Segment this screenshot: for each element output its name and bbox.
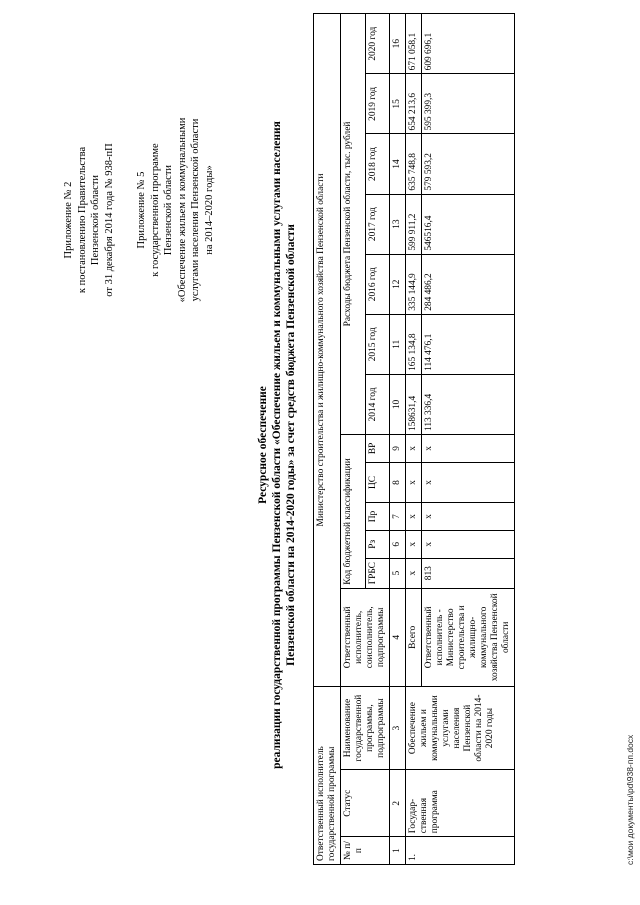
column-number: 7	[390, 503, 406, 531]
top-header-value-cell: Министерство строительства и жилищно-коммунального хозяйства Пензенской области	[314, 14, 341, 687]
row-code-cell: х	[422, 503, 515, 531]
header-executor: Ответственный исполнитель, соисполнитель, подпрограммы	[341, 588, 390, 686]
column-number: 11	[390, 314, 406, 374]
appendix-1-line: от 31 декабря 2014 года № 938-пП	[103, 143, 115, 297]
row-value-cell: 671 058,1	[406, 14, 422, 74]
row-code-cell: х	[422, 530, 515, 558]
appendix-1-line: Пензенской области	[90, 174, 101, 266]
header-code: ЦС	[365, 462, 390, 502]
table-row	[314, 14, 341, 865]
row-value-cell: 546516,4	[422, 194, 515, 254]
appendix-1-line: Приложение № 2	[63, 181, 74, 259]
top-header-cell: Ответственный исполнитель государственной программы	[314, 686, 341, 864]
row-value-cell: 579 593,2	[422, 134, 515, 194]
row-value-cell: 284 486,2	[422, 254, 515, 314]
file-path-footer: c:\мои документы\pd\938-пп.docx	[625, 734, 635, 865]
row-value-cell: 635 748,8	[406, 134, 422, 194]
column-number: 9	[390, 435, 406, 463]
resource-table	[313, 13, 515, 865]
column-number: 4	[390, 588, 406, 686]
row-status-cell: Государ-ственная программа	[406, 770, 515, 837]
row-value-cell: 335 144,9	[406, 254, 422, 314]
appendix-2-block	[135, 60, 216, 360]
row-code-cell: х	[406, 435, 422, 463]
header-code: ГРБС	[365, 558, 390, 588]
column-number: 10	[390, 374, 406, 434]
row-code-cell: 813	[422, 558, 515, 588]
header-year: 2015 год	[365, 314, 390, 374]
row-value-cell: 599 911,2	[406, 194, 422, 254]
appendix-2-line: Приложение № 5	[136, 171, 147, 249]
header-budget-code: Код бюджетной классификации	[341, 435, 366, 589]
row-num-cell: 1.	[406, 837, 515, 865]
column-number: 13	[390, 194, 406, 254]
row-value-cell: 595 399,3	[422, 74, 515, 134]
row-code-cell: х	[406, 503, 422, 531]
document-title	[256, 105, 298, 785]
appendix-2-line: Пензенской области	[163, 164, 174, 256]
header-year: 2016 год	[365, 254, 390, 314]
appendix-2-line: к государственной программе	[149, 143, 161, 277]
appendix-2-line: на 2014–2020 годы»	[203, 165, 215, 255]
header-num: № п/п	[341, 837, 390, 865]
header-year: 2020 год	[365, 14, 390, 74]
header-year: 2014 год	[365, 374, 390, 434]
column-number: 16	[390, 14, 406, 74]
header-expenses: Расходы бюджета Пензенской области, тыс. рублей	[341, 14, 366, 435]
header-name: Наименование государственной программы, подпрограммы	[341, 686, 390, 769]
column-number: 5	[390, 558, 406, 588]
appendix-2-line: услугами населения Пензенской области	[190, 118, 201, 302]
row-code-cell: х	[406, 462, 422, 502]
row-code-cell: х	[422, 462, 515, 502]
header-year: 2017 год	[365, 194, 390, 254]
title-line: Пензенской области на 2014-2020 годы» за счет средств бюджета Пензенской области	[285, 224, 297, 666]
row-value-cell: 654 213,6	[406, 74, 422, 134]
appendix-1-block	[62, 80, 116, 360]
column-number: 15	[390, 74, 406, 134]
column-number: 3	[390, 686, 406, 769]
header-year: 2018 год	[365, 134, 390, 194]
header-status: Статус	[341, 770, 390, 837]
header-year: 2019 год	[365, 74, 390, 134]
row-value-cell: 165 134,8	[406, 314, 422, 374]
column-number: 1	[390, 837, 406, 865]
row-code-cell: х	[422, 435, 515, 463]
row-value-cell: 113 336,4	[422, 374, 515, 434]
column-number-row	[390, 14, 406, 865]
row-value-cell: 114 476,1	[422, 314, 515, 374]
table-row	[406, 14, 422, 865]
column-number: 6	[390, 530, 406, 558]
row-executor-ministry: Ответственный исполнитель - Министерство строительства и жилищно-коммунального хозяйства Пензенской области	[422, 588, 515, 686]
row-value-cell: 609 696,1	[422, 14, 515, 74]
row-value-cell: 158631,4	[406, 374, 422, 434]
header-code: Рз	[365, 530, 390, 558]
column-number: 8	[390, 462, 406, 502]
table-row	[341, 14, 366, 865]
column-number: 14	[390, 134, 406, 194]
header-code: ВР	[365, 435, 390, 463]
column-number: 12	[390, 254, 406, 314]
row-executor-total: Всего	[406, 588, 422, 686]
header-code: Пр	[365, 503, 390, 531]
row-name-cell: Обеспечение жильем и коммунальными услугами населения Пензенской области на 2014-2020 годы	[406, 686, 515, 769]
row-code-cell: х	[406, 530, 422, 558]
column-number: 2	[390, 770, 406, 837]
title-line: Ресурсное обеспечение	[257, 386, 269, 504]
appendix-1-line: к постановлению Правительства	[76, 146, 88, 294]
row-code-cell: х	[406, 558, 422, 588]
title-line: реализации государственной программы Пензенской области «Обеспечение жильем и коммунальными услугами населения	[271, 121, 283, 769]
appendix-2-line: «Обеспечение жильем и коммунальными	[176, 117, 188, 303]
